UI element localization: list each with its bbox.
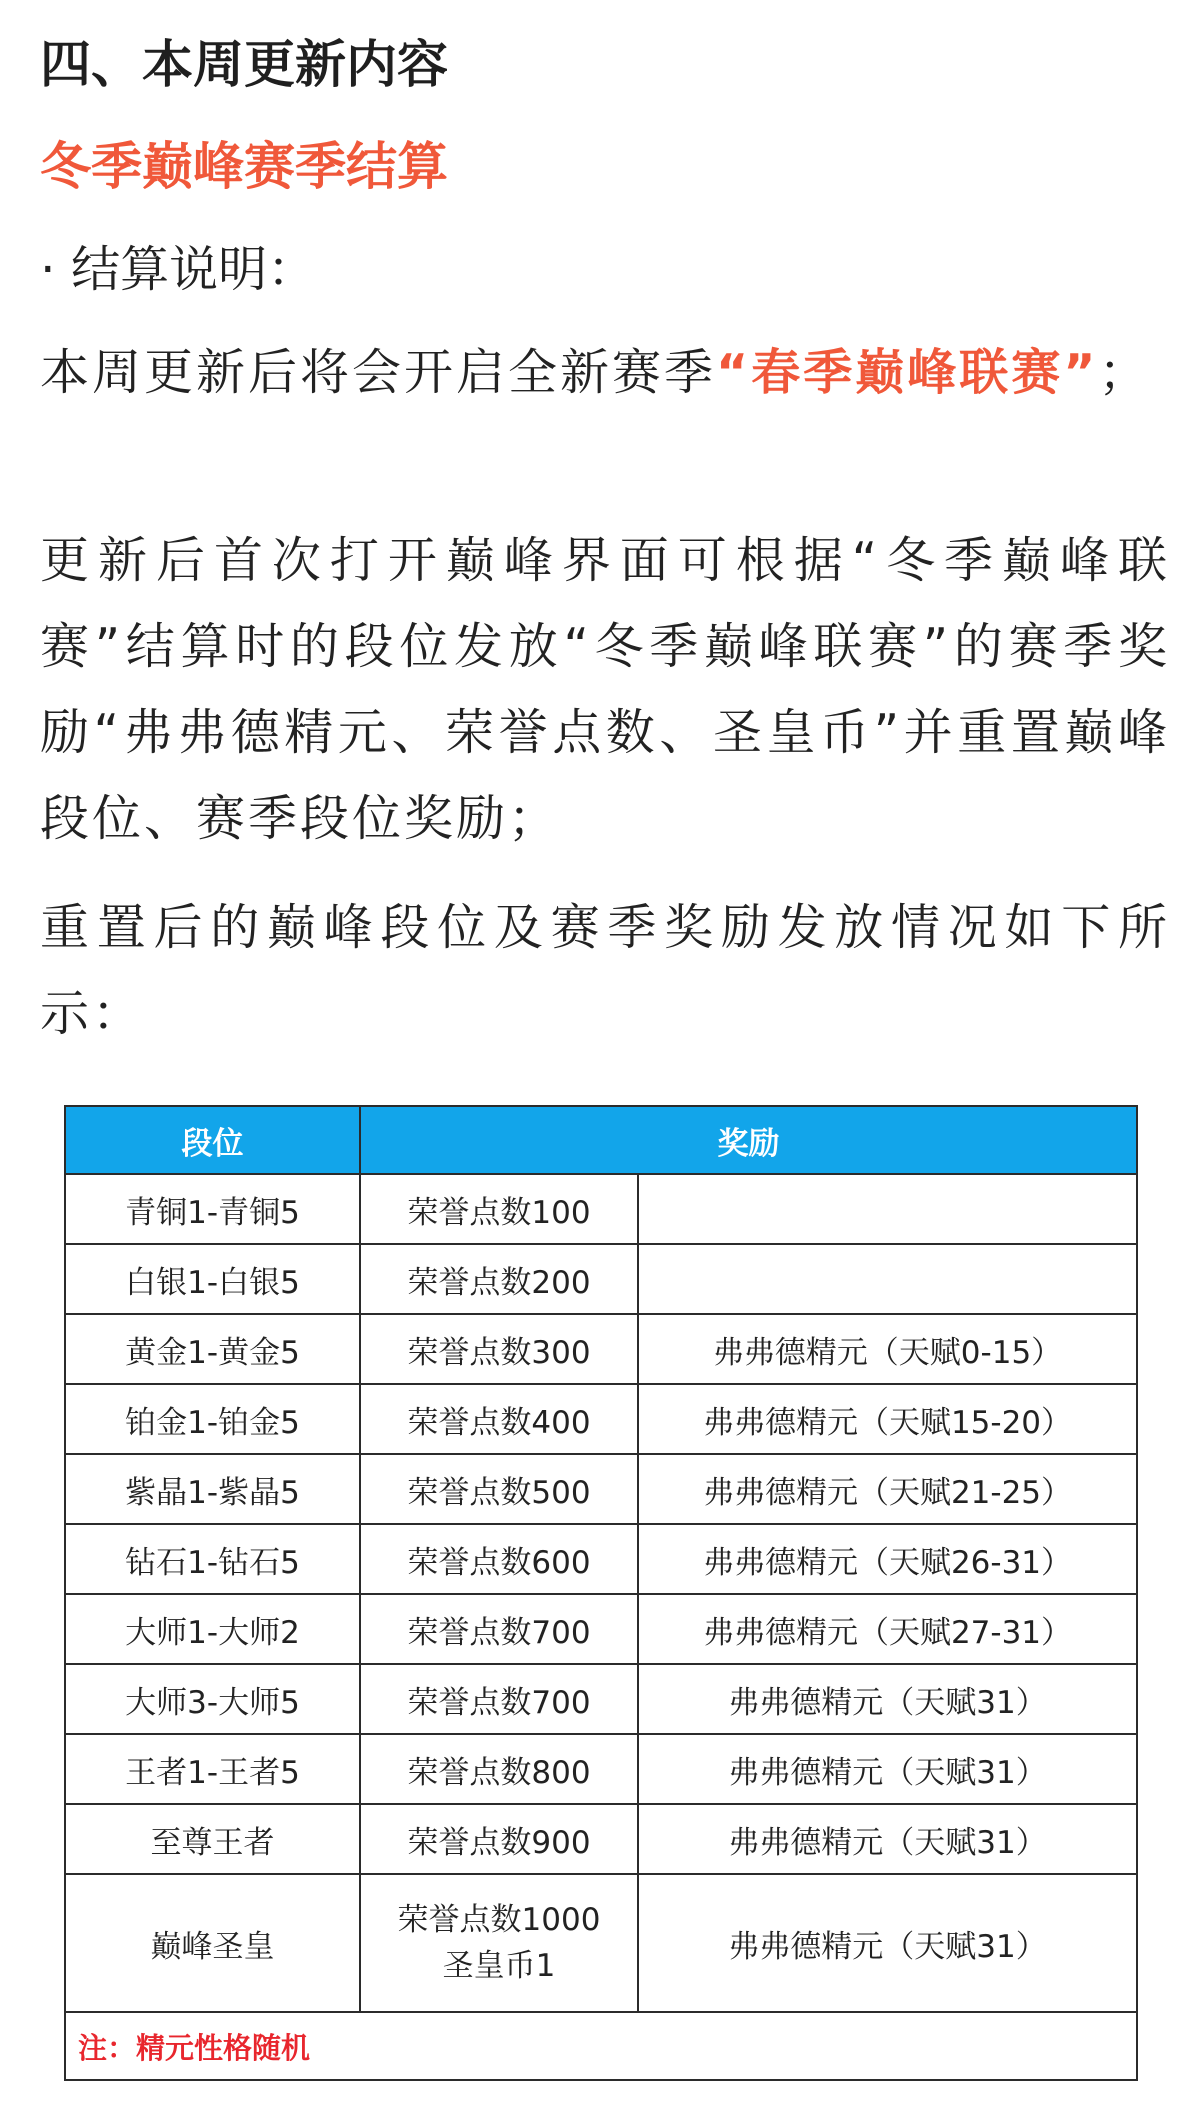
extra-reward-cell: 弗弗德精元（天赋31）	[638, 1734, 1137, 1804]
honor-cell: 荣誉点数700	[360, 1664, 638, 1734]
extra-reward-cell	[638, 1244, 1137, 1314]
table-row	[65, 1664, 1137, 1734]
table-row	[65, 1594, 1137, 1664]
table-row	[65, 1524, 1137, 1594]
extra-reward-cell: 弗弗德精元（天赋27-31）	[638, 1594, 1137, 1664]
paragraph-new-season	[40, 330, 1170, 416]
table-row	[65, 1314, 1137, 1384]
paragraph-new-season-end: ；	[1098, 344, 1151, 401]
extra-reward-cell: 弗弗德精元（天赋31）	[638, 1804, 1137, 1874]
rank-cell: 大师1-大师2	[65, 1594, 360, 1664]
rank-cell: 钻石1-钻石5	[65, 1524, 360, 1594]
table-row	[65, 1804, 1137, 1874]
rank-cell: 至尊王者	[65, 1804, 360, 1874]
table-row-peak	[65, 1874, 1137, 2012]
rank-cell: 白银1-白银5	[65, 1244, 360, 1314]
table-note-row	[65, 2012, 1137, 2080]
table-row	[65, 1244, 1137, 1314]
rank-cell: 紫晶1-紫晶5	[65, 1454, 360, 1524]
section-heading: 四、本周更新内容	[40, 36, 449, 95]
header-rank: 段位	[65, 1106, 360, 1174]
rank-cell: 巅峰圣皇	[65, 1874, 360, 2012]
honor-cell: 荣誉点数800	[360, 1734, 638, 1804]
table-row	[65, 1174, 1137, 1244]
honor-cell: 荣誉点数100	[360, 1174, 638, 1244]
extra-reward-cell: 弗弗德精元（天赋0-15）	[638, 1314, 1137, 1384]
settlement-note-label: · 结算说明：	[40, 241, 317, 298]
extra-reward-cell: 弗弗德精元（天赋15-20）	[638, 1384, 1137, 1454]
paragraph-new-season-text: 本周更新后将会开启全新赛季	[40, 344, 717, 401]
table-row	[65, 1734, 1137, 1804]
honor-cell: 荣誉点数600	[360, 1524, 638, 1594]
table-row	[65, 1454, 1137, 1524]
extra-reward-cell	[638, 1174, 1137, 1244]
section-subheading: 冬季巅峰赛季结算	[40, 138, 449, 197]
honor-cell: 荣誉点数700	[360, 1594, 638, 1664]
paragraph-table-intro: 重置后的巅峰段位及赛季奖励发放情况如下所示：	[40, 899, 1170, 1042]
paragraph-settlement-rules: 更新后首次打开巅峰界面可根据“冬季巅峰联赛”结算时的段位发放“冬季巅峰联赛”的赛季奖励“弗弗德精元、荣誉点数、圣皇币”并重置巅峰段位、赛季段位奖励；	[40, 532, 1171, 847]
rank-cell: 黄金1-黄金5	[65, 1314, 360, 1384]
honor-cell	[360, 1874, 638, 2012]
table-header-row	[65, 1106, 1137, 1174]
honor-cell: 荣誉点数500	[360, 1454, 638, 1524]
extra-reward-cell: 弗弗德精元（天赋31）	[638, 1874, 1137, 2012]
extra-reward-cell: 弗弗德精元（天赋21-25）	[638, 1454, 1137, 1524]
rank-cell: 王者1-王者5	[65, 1734, 360, 1804]
rank-cell: 铂金1-铂金5	[65, 1384, 360, 1454]
new-season-name: “春季巅峰联赛”	[716, 344, 1099, 401]
extra-reward-cell: 弗弗德精元（天赋26-31）	[638, 1524, 1137, 1594]
extra-reward-cell: 弗弗德精元（天赋31）	[638, 1664, 1137, 1734]
table-note: 注：精元性格随机	[65, 2012, 1137, 2080]
honor-cell: 荣誉点数400	[360, 1384, 638, 1454]
rank-cell: 大师3-大师5	[65, 1664, 360, 1734]
season-reward-table	[64, 1105, 1138, 2081]
header-reward: 奖励	[360, 1106, 1137, 1174]
emperor-coin: 圣皇币1	[442, 1948, 556, 1984]
honor-cell: 荣誉点数200	[360, 1244, 638, 1314]
honor-cell: 荣誉点数300	[360, 1314, 638, 1384]
table-row	[65, 1384, 1137, 1454]
rank-cell: 青铜1-青铜5	[65, 1174, 360, 1244]
honor-cell: 荣誉点数900	[360, 1804, 638, 1874]
honor-points: 荣誉点数1000	[397, 1902, 601, 1938]
